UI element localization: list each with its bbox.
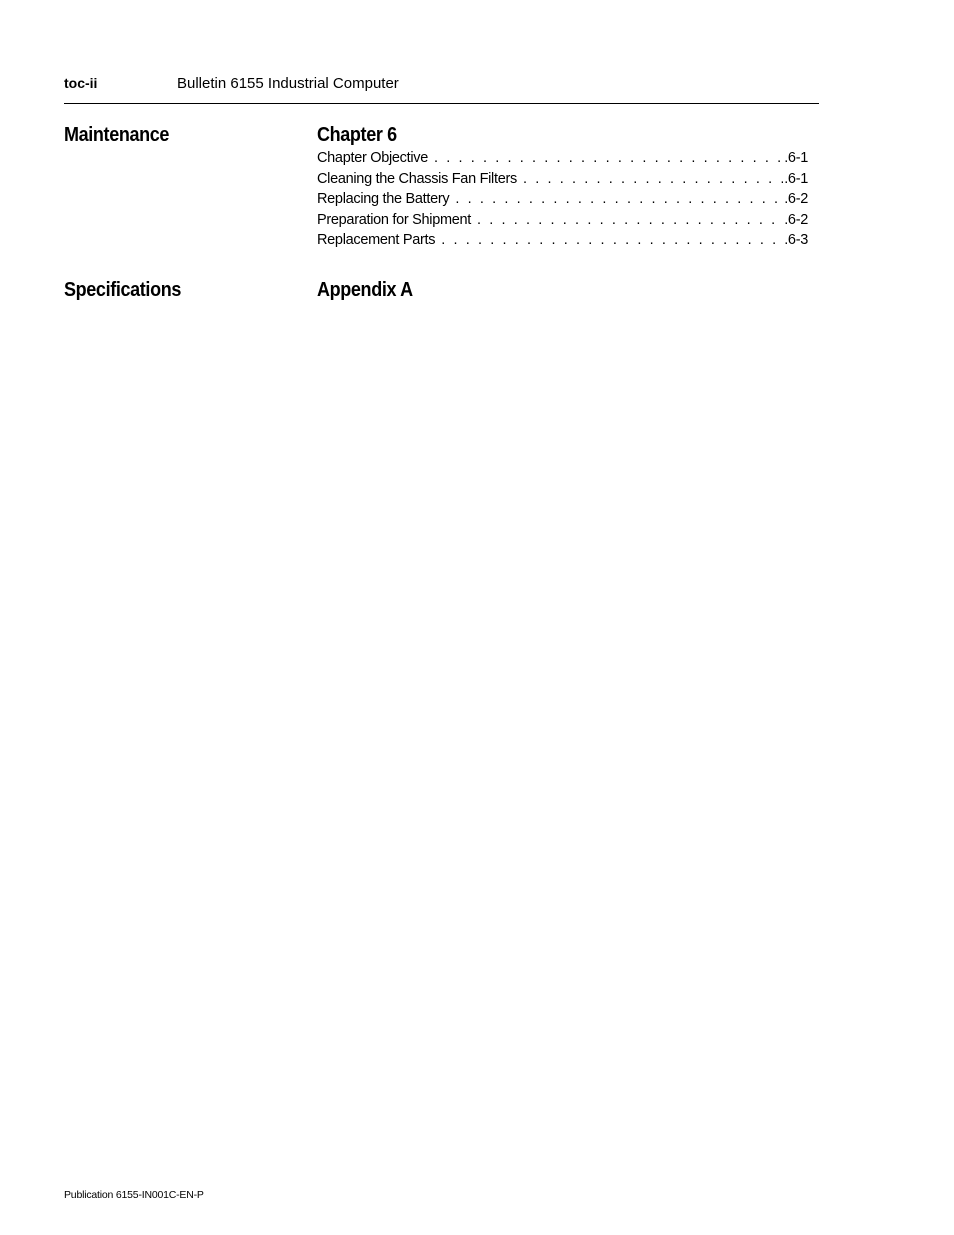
- toc-section-maintenance: [64, 124, 809, 264]
- document-title: Bulletin 6155 Industrial Computer: [177, 75, 399, 92]
- toc-entry-page: .6-3: [784, 232, 808, 248]
- chapter-title[interactable]: Chapter 6: [317, 124, 397, 146]
- dot-leader: [523, 171, 783, 187]
- dot-leader: [455, 191, 783, 207]
- toc-entry-title: Cleaning the Chassis Fan Filters: [317, 171, 523, 187]
- toc-entry[interactable]: [317, 171, 808, 192]
- toc-entry[interactable]: [317, 191, 808, 212]
- page-header: [64, 75, 819, 104]
- dot-leader: [477, 212, 783, 228]
- toc-entry-list: [317, 150, 808, 253]
- toc-entry[interactable]: [317, 212, 808, 233]
- dot-leader: [434, 150, 783, 166]
- page-number: toc-ii: [64, 75, 98, 91]
- toc-entry-page: .6-2: [784, 211, 808, 228]
- toc-entry-title: Preparation for Shipment: [317, 212, 477, 228]
- toc-entry[interactable]: [317, 232, 808, 253]
- toc-entry-page: .6-1: [784, 170, 808, 187]
- toc-entry-title: Replacement Parts: [317, 232, 441, 248]
- toc-entry-page: .6-1: [784, 150, 808, 166]
- toc-section-specifications: [64, 279, 809, 309]
- toc-entry-title: Replacing the Battery: [317, 191, 455, 207]
- section-label: Maintenance: [64, 124, 170, 146]
- section-label: Specifications: [64, 279, 181, 301]
- toc-entry-page: .6-2: [784, 191, 808, 207]
- publication-number: Publication 6155-IN001C-EN-P: [64, 1189, 204, 1201]
- dot-leader: [441, 232, 783, 248]
- toc-entry[interactable]: [317, 150, 808, 171]
- toc-entry-title: Chapter Objective: [317, 150, 434, 166]
- appendix-title[interactable]: Appendix A: [317, 279, 413, 301]
